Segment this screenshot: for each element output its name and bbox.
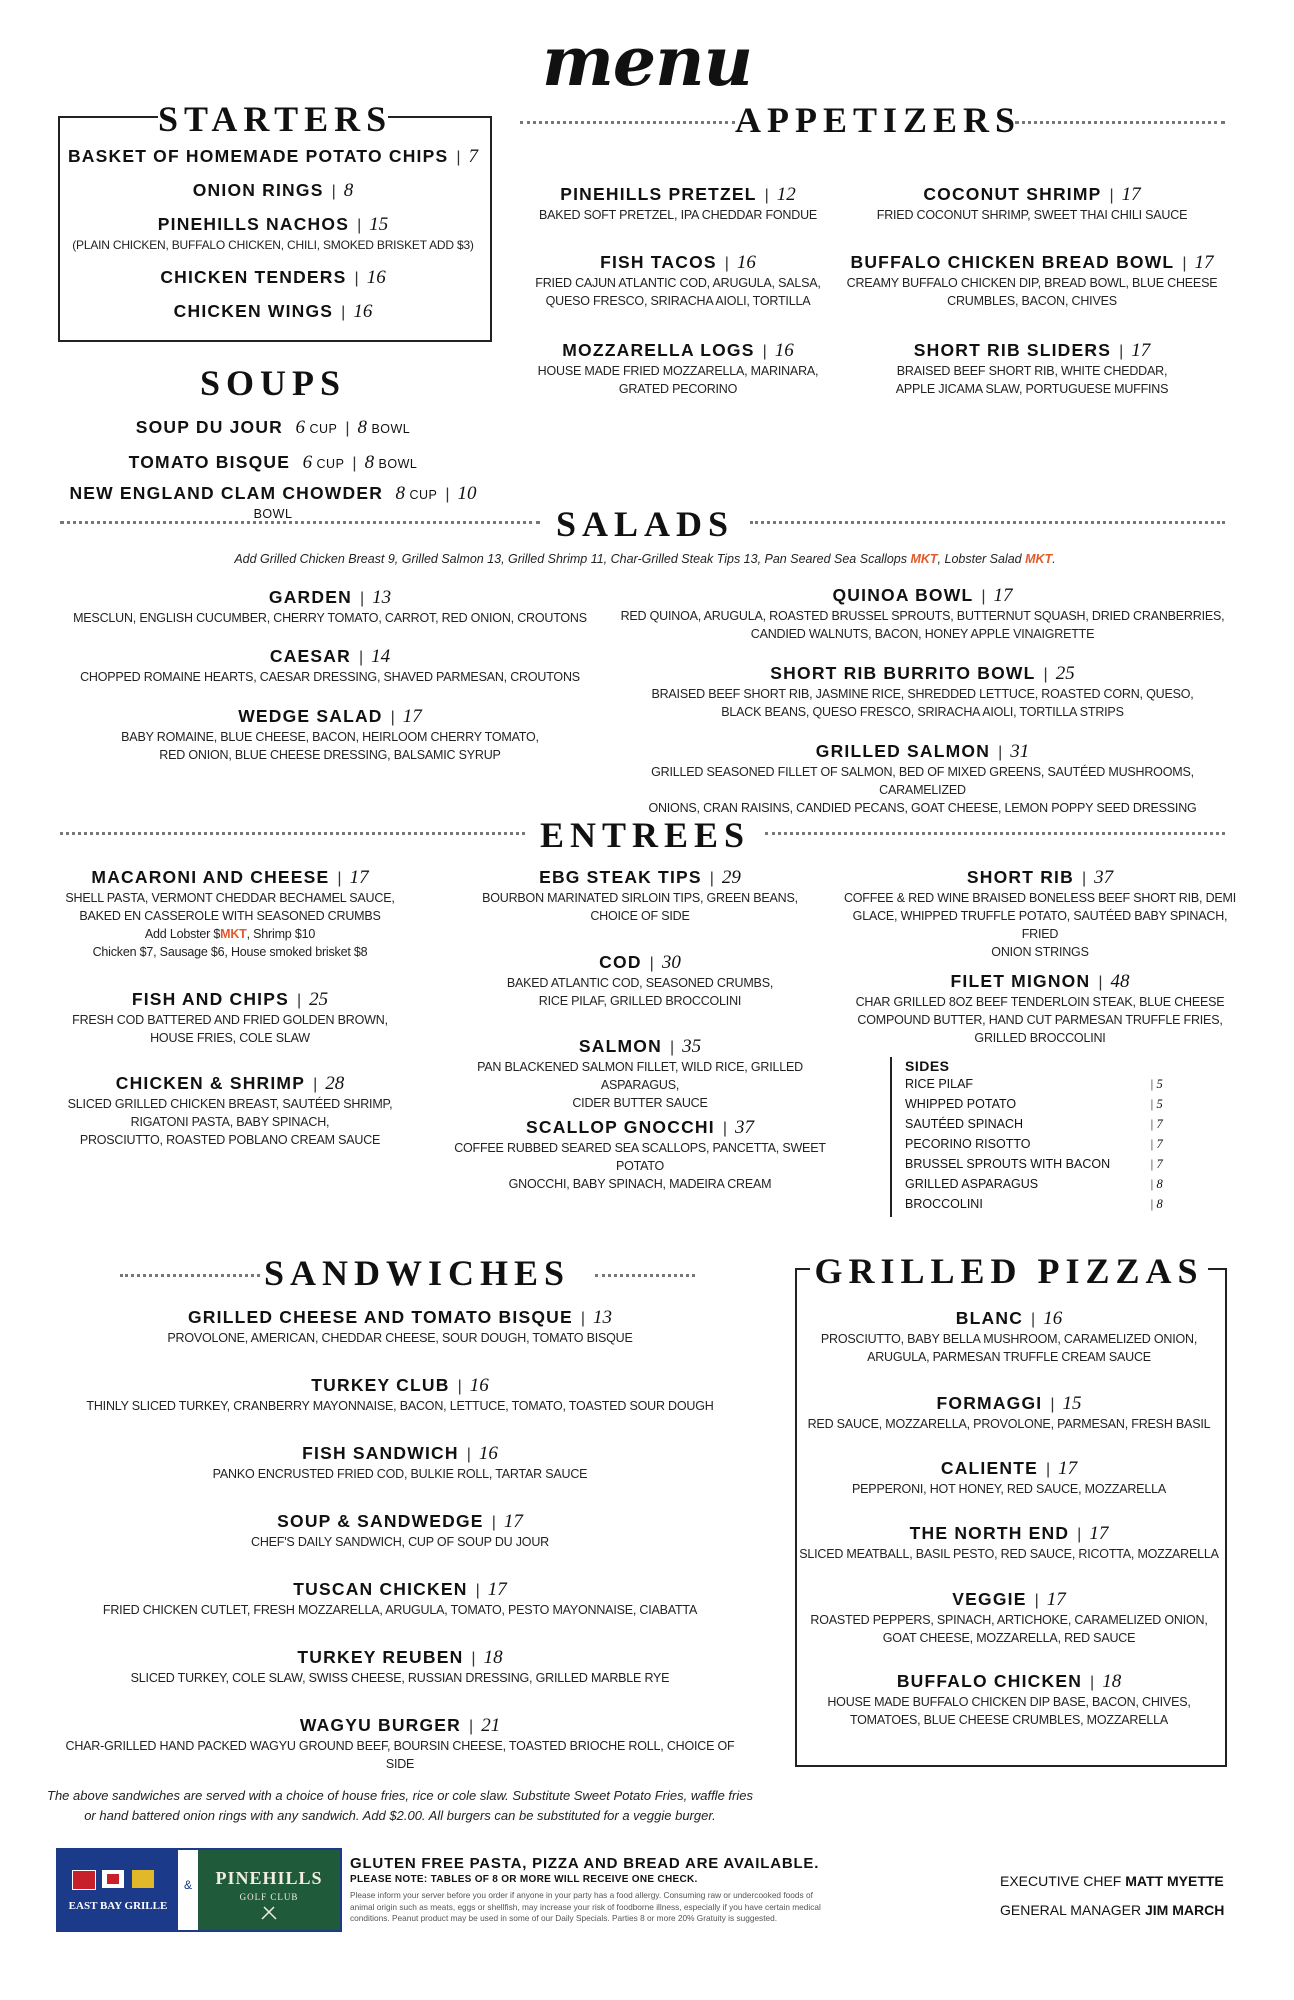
entree-item: FISH AND CHIPS | 25 FRESH COD BATTERED AND FRIED GOLDEN BROWN, HOUSE FRIES, COLE SLAW xyxy=(72,989,388,1045)
flag-icon xyxy=(72,1870,96,1890)
pizza-item: FORMAGGI | 15 RED SAUCE, MOZZARELLA, PROVOLONE, PARMESAN, FRESH BASIL xyxy=(807,1393,1211,1431)
sandwich-item: TURKEY CLUB | 16 THINLY SLICED TURKEY, CRANBERRY MAYONNAISE, BACON, LETTUCE, TOMATO, TOASTED SOUR DOUGH xyxy=(86,1375,714,1413)
section-divider xyxy=(60,832,525,835)
starter-item: BASKET OF HOMEMADE POTATO CHIPS | 7 xyxy=(67,146,479,167)
side-item: BRUSSEL SPROUTS WITH BACON | 7 xyxy=(905,1157,1163,1171)
salad-item: WEDGE SALAD | 17 BABY ROMAINE, BLUE CHEESE, BACON, HEIRLOOM CHERRY TOMATO, RED ONION, BLUE CHEESE DRESSING, BALSAMIC SYRUP xyxy=(121,706,539,762)
soups-heading: SOUPS xyxy=(199,363,347,403)
sandwich-item: GRILLED CHEESE AND TOMATO BISQUE | 13 PROVOLONE, AMERICAN, CHEDDAR CHEESE, SOUR DOUGH, TOMATO BISQUE xyxy=(167,1307,633,1345)
entree-item: SALMON | 35 PAN BLACKENED SALMON FILLET, WILD RICE, GRILLED ASPARAGUS, CIDER BUTTER SAUCE xyxy=(477,1036,803,1110)
golf-club-text: GOLF CLUB xyxy=(239,1892,299,1902)
salad-item: GRILLED SALMON | 31 GRILLED SEASONED FILLET OF SALMON, BED OF MIXED GREENS, SAUTÉED MUSHROOMS, CARAMELIZED ONIONS, CRAN RAISINS, CANDIED PECANS, GOAT CHEESE, LEMON POPPY SEED DRESSING xyxy=(648,741,1197,815)
appetizer-item: PINEHILLS PRETZEL | 12 BAKED SOFT PRETZEL, IPA CHEDDAR FONDUE xyxy=(538,184,818,222)
starter-item: PINEHILLS NACHOS | 15 (PLAIN CHICKEN, BUFFALO CHICKEN, CHILI, SMOKED BRISKET ADD $3) xyxy=(60,213,486,254)
pizzas-heading: GRILLED PIZZAS xyxy=(810,1250,1208,1292)
entree-item: SCALLOP GNOCCHI | 37 COFFEE RUBBED SEARED SEA SCALLOPS, PANCETTA, SWEET POTATO GNOCCHI, BABY SPINACH, MADEIRA CREAM xyxy=(454,1117,826,1191)
salad-item: QUINOA BOWL | 17 RED QUINOA, ARUGULA, ROASTED BRUSSEL SPROUTS, BUTTERNUT SQUASH, DRIED CRANBERRIES, CANDIED WALNUTS, BACON, HONEY APPLE VINAIGRETTE xyxy=(620,585,1225,641)
side-item: SAUTÉED SPINACH | 7 xyxy=(905,1117,1163,1131)
pizza-item: BUFFALO CHICKEN | 18 HOUSE MADE BUFFALO CHICKEN DIP BASE, BACON, CHIVES, TOMATOES, BLUE CHEESE CRUMBLES, MOZZARELLA xyxy=(827,1671,1191,1727)
east-bay-grille-text: EAST BAY GRILLE xyxy=(68,1900,168,1912)
appetizer-item: MOZZARELLA LOGS | 16 HOUSE MADE FRIED MOZZARELLA, MARINARA, GRATED PECORINO xyxy=(537,340,819,396)
section-divider xyxy=(120,1274,260,1277)
side-item: BROCCOLINI | 8 xyxy=(905,1197,1163,1211)
starter-item: ONION RINGS | 8 xyxy=(192,180,354,201)
salad-item: GARDEN | 13 MESCLUN, ENGLISH CUCUMBER, CHERRY TOMATO, CARROT, RED ONION, CROUTONS xyxy=(73,587,587,625)
sandwiches-heading: SANDWICHES xyxy=(263,1253,571,1293)
pizza-item: THE NORTH END | 17 SLICED MEATBALL, BASIL PESTO, RED SAUCE, RICOTTA, MOZZARELLA xyxy=(799,1523,1219,1561)
gluten-free-notice: GLUTEN FREE PASTA, PIZZA AND BREAD ARE AVAILABLE. xyxy=(350,1855,820,1872)
section-divider xyxy=(595,1274,695,1277)
entree-item: EBG STEAK TIPS | 29 BOURBON MARINATED SIRLOIN TIPS, GREEN BEANS, CHOICE OF SIDE xyxy=(482,867,798,923)
sandwich-item: WAGYU BURGER | 21 CHAR-GRILLED HAND PACKED WAGYU GROUND BEEF, BOURSIN CHEESE, TOASTED BRIOCHE ROLL, CHOICE OF SIDE xyxy=(65,1715,735,1771)
soup-item: NEW ENGLAND CLAM CHOWDER 8 CUP | 10 BOWL xyxy=(69,483,477,521)
starter-desc: (PLAIN CHICKEN, BUFFALO CHICKEN, CHILI, SMOKED BRISKET ADD $3) xyxy=(72,238,474,252)
salad-item: SHORT RIB BURRITO BOWL | 25 BRAISED BEEF SHORT RIB, JASMINE RICE, SHREDDED LETTUCE, ROASTED CORN, QUESO, BLACK BEANS, QUESO FRESCO, SRIRACHA AIOLI, TORTILLA STRIPS xyxy=(651,663,1194,719)
pinehills-logo xyxy=(198,1850,340,1930)
golf-clubs-icon xyxy=(258,1906,280,1920)
section-divider xyxy=(60,521,540,524)
tables-note: PLEASE NOTE: TABLES OF 8 OR MORE WILL RECEIVE ONE CHECK. xyxy=(350,1874,698,1885)
general-manager: GENERAL MANAGER JIM MARCH xyxy=(1000,1902,1225,1918)
starter-item: CHICKEN WINGS | 16 xyxy=(173,301,373,322)
page-title: menu xyxy=(541,22,753,102)
executive-chef: EXECUTIVE CHEF MATT MYETTE xyxy=(1000,1873,1224,1889)
entree-item: FILET MIGNON | 48 CHAR GRILLED 8OZ BEEF TENDERLOIN STEAK, BLUE CHEESE COMPOUND BUTTER, HAND CUT PARMESAN TRUFFLE FRIES, GRILLED BROCCOLINI xyxy=(855,971,1225,1045)
appetizer-item: SHORT RIB SLIDERS | 17 BRAISED BEEF SHORT RIB, WHITE CHEDDAR, APPLE JICAMA SLAW, PORTUGUESE MUFFINS xyxy=(895,340,1169,396)
allergy-fine-print: Please inform your server before you order if anyone in your party has a food allergy. Consuming raw or undercooked foods of animal origin such as meats, eggs or shellfish, may increase your risk of foodborne illness, especially if you have certain medical conditions. Peanut product may be used in some of our Daily Specials. Parties 8 or more 20% Gratuity is suggested. xyxy=(350,1890,821,1923)
starters-heading: STARTERS xyxy=(158,99,393,139)
entree-item: CHICKEN & SHRIMP | 28 SLICED GRILLED CHICKEN BREAST, SAUTÉED SHRIMP, RIGATONI PASTA, BABY SPINACH, PROSCIUTTO, ROASTED POBLANO CREAM SAUCE xyxy=(67,1073,393,1147)
section-divider xyxy=(520,121,735,124)
side-item: WHIPPED POTATO | 5 xyxy=(905,1097,1163,1111)
logo-ampersand: & xyxy=(183,1878,192,1892)
sandwich-note: The above sandwiches are served with a choice of house fries, rice or cole slaw. Substitute Sweet Potato Fries, waffle fries or hand battered onion rings with any sandwich. Add $2.00. All burgers can be substituted for a veggie burger. xyxy=(47,1788,753,1823)
appetizer-item: FISH TACOS | 16 FRIED CAJUN ATLANTIC COD, ARUGULA, SALSA, QUESO FRESCO, SRIRACHA AIOLI, TORTILLA xyxy=(535,252,821,308)
salad-item: CAESAR | 14 CHOPPED ROMAINE HEARTS, CAESAR DRESSING, SHAVED PARMESAN, CROUTONS xyxy=(80,646,580,684)
side-item: PECORINO RISOTTO | 7 xyxy=(905,1137,1163,1151)
flag-icon xyxy=(132,1870,154,1888)
pizza-item: CALIENTE | 17 PEPPERONI, HOT HONEY, RED SAUCE, MOZZARELLA xyxy=(852,1458,1166,1496)
pizza-item: VEGGIE | 17 ROASTED PEPPERS, SPINACH, ARTICHOKE, CARAMELIZED ONION, GOAT CHEESE, MOZZARELLA, RED SAUCE xyxy=(810,1589,1208,1645)
sides-heading: SIDES xyxy=(905,1058,950,1074)
section-divider xyxy=(1015,121,1225,124)
east-bay-grille-logo xyxy=(58,1850,178,1930)
soup-item: TOMATO BISQUE 6 CUP | 8 BOWL xyxy=(128,452,418,473)
section-divider xyxy=(750,521,1225,524)
side-item: RICE PILAF | 5 xyxy=(905,1077,1163,1091)
pizza-item: BLANC | 16 PROSCIUTTO, BABY BELLA MUSHROOM, CARAMELIZED ONION, ARUGULA, PARMESAN TRUFFLE CREAM SAUCE xyxy=(820,1308,1198,1364)
salad-addons: Add Grilled Chicken Breast 9, Grilled Salmon 13, Grilled Shrimp 11, Char-Grilled Steak Tips 13, Pan Seared Sea Scallops MKT, Lobster Salad MKT. xyxy=(234,552,1056,566)
entree-item: COD | 30 BAKED ATLANTIC COD, SEASONED CRUMBS, RICE PILAF, GRILLED BROCCOLINI xyxy=(506,952,774,1008)
appetizer-item: COCONUT SHRIMP | 17 FRIED COCONUT SHRIMP, SWEET THAI CHILI SAUCE xyxy=(876,184,1188,222)
starter-item: CHICKEN TENDERS | 16 xyxy=(160,267,386,288)
entrees-heading: ENTREES xyxy=(539,815,751,855)
appetizer-item: BUFFALO CHICKEN BREAD BOWL | 17 CREAMY BUFFALO CHICKEN DIP, BREAD BOWL, BLUE CHEESE CRUMBLES, BACON, CHIVES xyxy=(846,252,1218,308)
side-item: GRILLED ASPARAGUS | 8 xyxy=(905,1177,1163,1191)
soup-item: SOUP DU JOUR 6 CUP | 8 BOWL xyxy=(135,417,411,438)
sandwich-item: FISH SANDWICH | 16 PANKO ENCRUSTED FRIED COD, BULKIE ROLL, TARTAR SAUCE xyxy=(212,1443,588,1481)
entree-item: SHORT RIB | 37 COFFEE & RED WINE BRAISED BONELESS BEEF SHORT RIB, DEMI GLACE, WHIPPED TRUFFLE POTATO, SAUTÉED BABY SPINACH, FRIED ONION STRINGS xyxy=(843,867,1237,959)
sandwich-item: TUSCAN CHICKEN | 17 FRIED CHICKEN CUTLET, FRESH MOZZARELLA, ARUGULA, TOMATO, PESTO MAYONNAISE, CIABATTA xyxy=(102,1579,698,1617)
sandwich-item: SOUP & SANDWEDGE | 17 CHEF'S DAILY SANDWICH, CUP OF SOUP DU JOUR xyxy=(251,1511,549,1549)
sides-divider xyxy=(890,1057,892,1217)
appetizers-heading: APPETIZERS xyxy=(735,100,1022,140)
sides-list xyxy=(905,1058,1225,1214)
flag-icon xyxy=(102,1870,124,1888)
pinehills-text: PINEHILLS xyxy=(215,1868,323,1888)
section-divider xyxy=(765,832,1225,835)
logo-badge xyxy=(56,1848,342,1932)
entree-item: MACARONI AND CHEESE | 17 SHELL PASTA, VERMONT CHEDDAR BECHAMEL SAUCE, BAKED EN CASSEROLE WITH SEASONED CRUMBS Add Lobster $MKT, Shrimp $10 Chicken $7, Sausage $6, House smoked brisket $8 xyxy=(65,867,395,959)
salads-heading: SALADS xyxy=(555,504,735,544)
sandwich-item: TURKEY REUBEN | 18 SLICED TURKEY, COLE SLAW, SWISS CHEESE, RUSSIAN DRESSING, GRILLED MARBLE RYE xyxy=(130,1647,670,1685)
